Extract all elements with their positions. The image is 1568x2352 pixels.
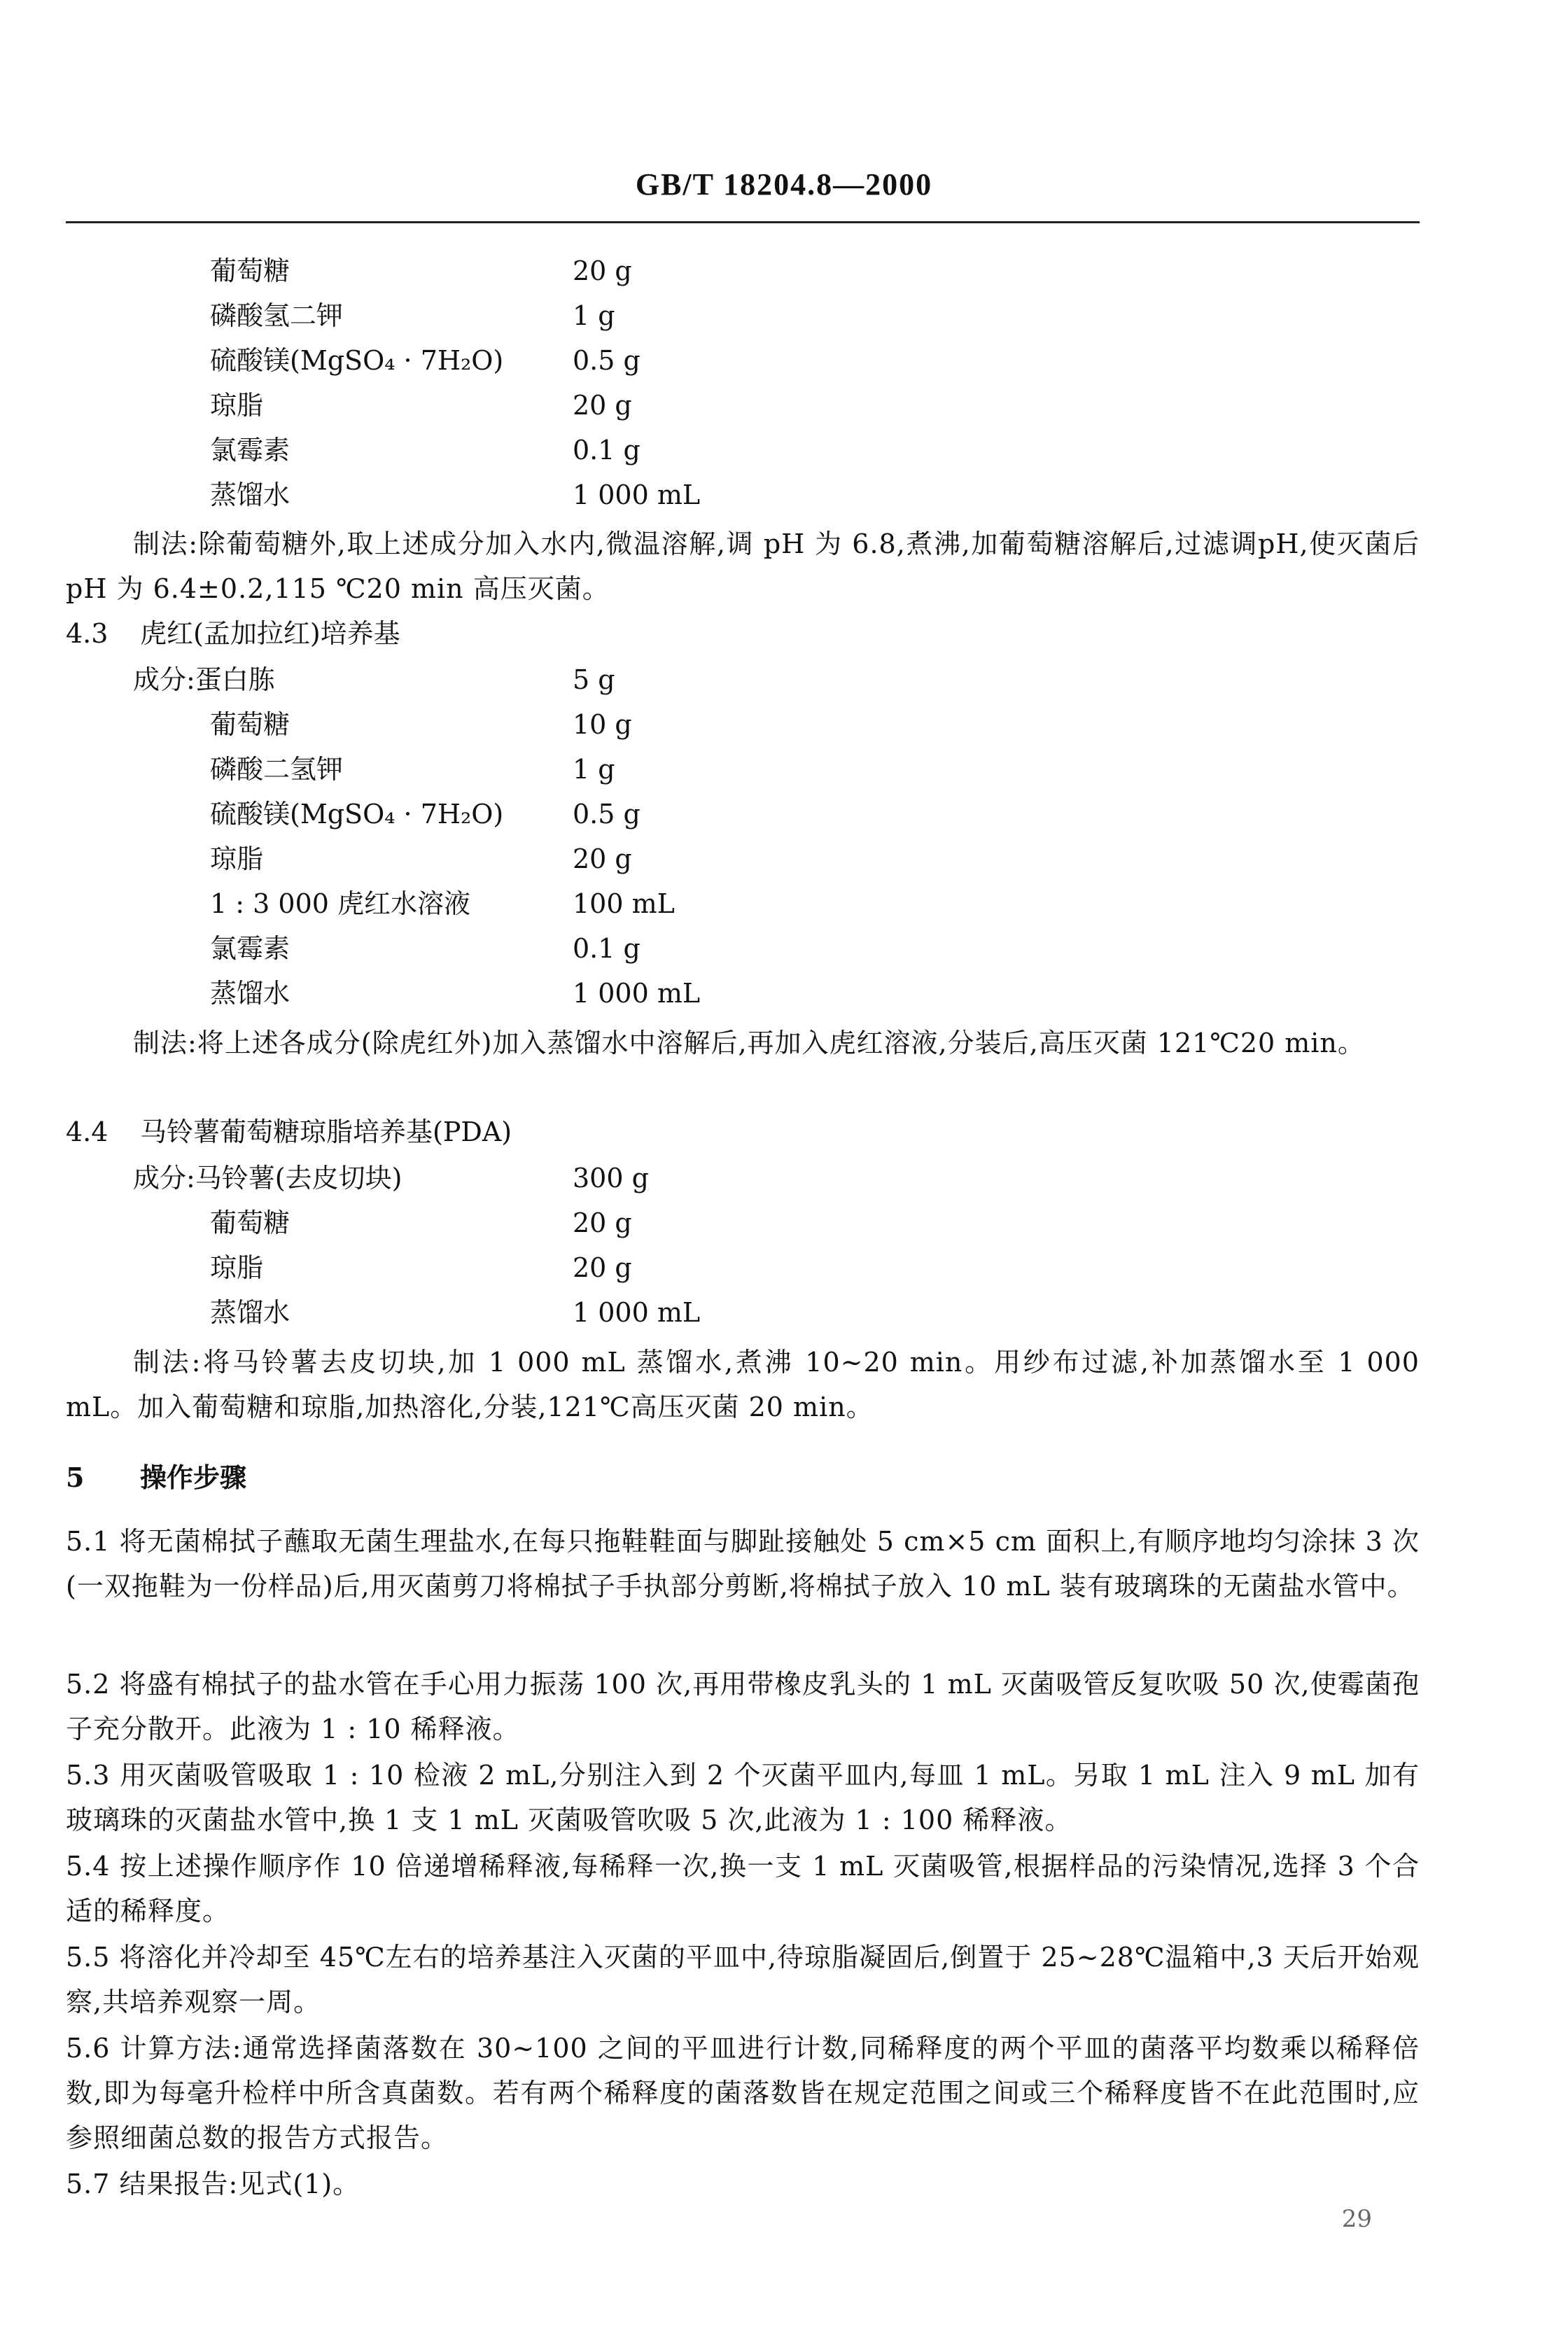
ingredient-amount: 20 g: [573, 1252, 632, 1283]
ingredient-amount: 20 g: [573, 390, 632, 421]
standard-header: GB/T 18204.8—2000: [635, 167, 933, 202]
step-paragraph-5-6: 5.6 计算方法:通常选择菌落数在 30~100 之间的平皿进行计数,同稀释度的两个平皿的菌落平均数乘以稀释倍数,即为每毫升检样中所含真菌数。若有两个稀释度的菌落数皆在规定范围之间或三个稀释度皆不在此范围时,应参照细菌总数的报告方式报告。: [66, 2033, 1420, 2153]
section-number: 4.4: [66, 1116, 108, 1147]
ingredient-amount: 0.1 g: [573, 933, 640, 964]
ingredient-amount: 20 g: [573, 255, 632, 286]
ingredient-amount: 20 g: [573, 1208, 632, 1238]
section-number: 5: [66, 1462, 85, 1493]
section-number: 4.3: [66, 618, 108, 649]
section-heading-4-3: [66, 616, 400, 651]
ingredient-amount: 0.5 g: [573, 345, 640, 376]
ingredient-name: 氯霉素: [210, 435, 290, 465]
ingredient-name: 葡萄糖: [210, 255, 290, 286]
ingredient-name: 成分:马铃薯(去皮切块): [133, 1163, 402, 1194]
ingredient-amount: 5 g: [573, 664, 615, 695]
section-heading-5: [66, 1460, 246, 1495]
ingredient-name: 氯霉素: [210, 933, 290, 964]
section-heading-4-4: [66, 1114, 512, 1149]
step-paragraph-5-1: 5.1 将无菌棉拭子蘸取无菌生理盐水,在每只拖鞋鞋面与脚趾接触处 5 cm×5 cm 面积上,有顺序地均匀涂抹 3 次(一双拖鞋为一份样品)后,用灭菌剪刀将棉拭子手执部分剪断,将棉拭子放入 10 mL 装有玻璃珠的无菌盐水管中。: [66, 1526, 1420, 1602]
preparation-paragraph: 制法:将上述各成分(除虎红外)加入蒸馏水中溶解后,再加入虎红溶液,分装后,高压灭菌 121℃20 min。: [133, 1028, 1365, 1058]
ingredient-name: 琼脂: [210, 390, 264, 421]
ingredient-amount: 20 g: [573, 844, 632, 874]
ingredient-name: 葡萄糖: [210, 1208, 290, 1238]
ingredient-amount: 1 000 mL: [573, 479, 701, 510]
section-title: 马铃薯葡萄糖琼脂培养基(PDA): [140, 1116, 512, 1147]
header-rule: [66, 221, 1420, 223]
ingredient-name: 硫酸镁(MgSO₄ · 7H₂O): [210, 799, 504, 830]
ingredient-name: 磷酸二氢钾: [210, 754, 344, 785]
ingredient-amount: 0.1 g: [573, 435, 640, 465]
section-title: 虎红(孟加拉红)培养基: [140, 618, 400, 649]
ingredient-name: 蒸馏水: [210, 978, 290, 1009]
ingredient-amount: 1 000 mL: [573, 1297, 701, 1328]
step-paragraph-5-2: 5.2 将盛有棉拭子的盐水管在手心用力振荡 100 次,再用带橡皮乳头的 1 mL 灭菌吸管反复吹吸 50 次,使霉菌孢子充分散开。此液为 1 : 10 稀释液。: [66, 1669, 1420, 1744]
ingredient-name: 琼脂: [210, 844, 264, 874]
preparation-paragraph: 制法:除葡萄糖外,取上述成分加入水内,微温溶解,调 pH 为 6.8,煮沸,加葡萄糖溶解后,过滤调pH,使灭菌后 pH 为 6.4±0.2,115 ℃20 min 高压灭菌。: [66, 528, 1420, 604]
ingredient-name: 磷酸氢二钾: [210, 300, 344, 331]
ingredient-name: 硫酸镁(MgSO₄ · 7H₂O): [210, 345, 504, 376]
ingredient-name: 蒸馏水: [210, 479, 290, 510]
ingredient-amount: 10 g: [573, 709, 632, 740]
ingredient-amount: 100 mL: [573, 888, 675, 919]
ingredient-name: 琼脂: [210, 1252, 264, 1283]
ingredient-amount: 0.5 g: [573, 799, 640, 830]
page-number: 29: [1341, 2205, 1372, 2233]
ingredient-amount: 1 g: [573, 300, 615, 331]
ingredient-amount: 1 g: [573, 754, 615, 785]
section-title: 操作步骤: [140, 1462, 247, 1493]
step-paragraph-5-7: 5.7 结果报告:见式(1)。: [66, 2169, 360, 2199]
ingredient-amount: 300 g: [573, 1163, 649, 1194]
step-paragraph-5-3: 5.3 用灭菌吸管吸取 1 : 10 检液 2 mL,分别注入到 2 个灭菌平皿内,每皿 1 mL。另取 1 mL 注入 9 mL 加有玻璃珠的灭菌盐水管中,换 1 支 1 mL 灭菌吸管吹吸 5 次,此液为 1 : 100 稀释液。: [66, 1760, 1420, 1835]
ingredient-name: 蒸馏水: [210, 1297, 290, 1328]
ingredient-name: 1 : 3 000 虎红水溶液: [210, 888, 471, 919]
ingredient-amount: 1 000 mL: [573, 978, 701, 1009]
ingredient-name: 葡萄糖: [210, 709, 290, 740]
step-paragraph-5-4: 5.4 按上述操作顺序作 10 倍递增稀释液,每稀释一次,换一支 1 mL 灭菌吸管,根据样品的污染情况,选择 3 个合适的稀释度。: [66, 1851, 1420, 1926]
step-paragraph-5-5: 5.5 将溶化并冷却至 45℃左右的培养基注入灭菌的平皿中,待琼脂凝固后,倒置于 25~28℃温箱中,3 天后开始观察,共培养观察一周。: [66, 1942, 1420, 2017]
preparation-paragraph: 制法:将马铃薯去皮切块,加 1 000 mL 蒸馏水,煮沸 10~20 min。用纱布过滤,补加蒸馏水至 1 000 mL。加入葡萄糖和琼脂,加热溶化,分装,121℃高压灭菌 20 min。: [66, 1347, 1420, 1422]
ingredient-name: 成分:蛋白胨: [133, 664, 275, 695]
